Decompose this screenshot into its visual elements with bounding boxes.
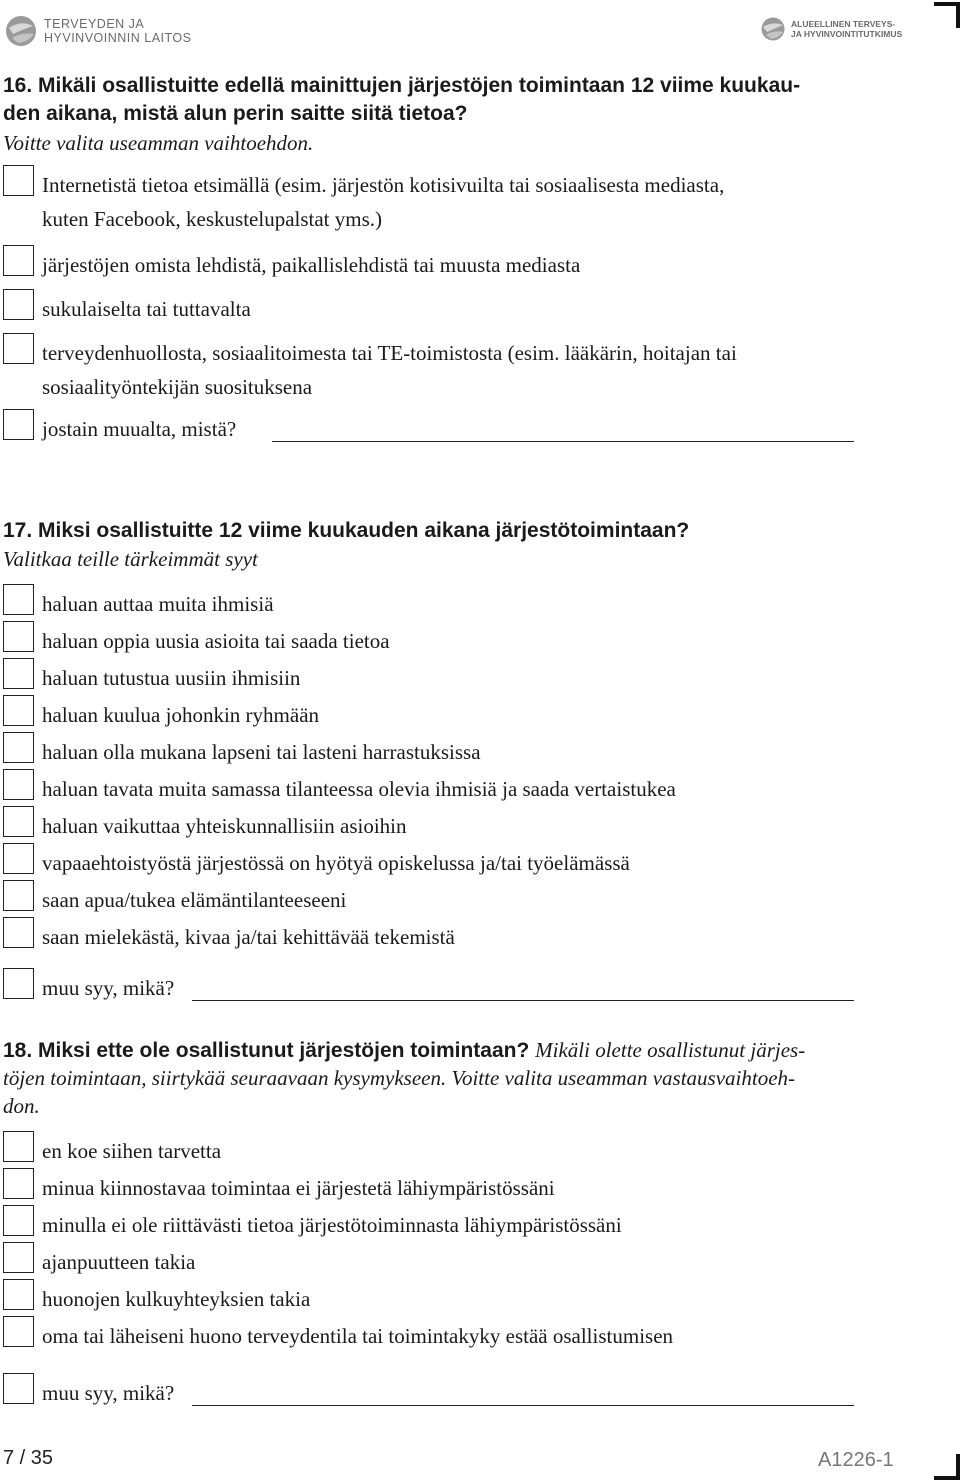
checkbox[interactable]	[3, 806, 34, 837]
q17-option-label: haluan oppia uusia asioita tai saada tietoa	[42, 629, 390, 653]
ath-logo-line2: JA HYVINVOINTITUTKIMUS	[791, 29, 903, 39]
thl-globe-icon	[4, 14, 38, 48]
q17-other-input-line[interactable]	[192, 1000, 854, 1001]
q17-option-label: saan apua/tukea elämäntilanteeseeni	[42, 888, 347, 912]
q17-instruction: Valitkaa teille tärkeimmät syyt	[3, 547, 258, 571]
checkbox[interactable]	[3, 621, 34, 652]
corner-mark-top-right-v	[956, 2, 960, 28]
q16-option-label-cont: sosiaalityöntekijän suosituksena	[42, 375, 313, 399]
q18-option-label: minua kiinnostavaa toimintaa ei järjestetä lähiympäristössäni	[42, 1176, 555, 1200]
checkbox[interactable]	[3, 1131, 34, 1162]
q16-title	[3, 72, 893, 128]
checkbox[interactable]	[3, 843, 34, 874]
q16-other-input-line[interactable]	[272, 441, 854, 442]
q18-option-label: minulla ei ole riittävästi tietoa järjestötoiminnasta lähiympäristössäni	[42, 1213, 622, 1237]
thl-logo	[4, 14, 192, 48]
q18-option-label: oma tai läheiseni huono terveydentila tai toimintakyky estää osallistumisen	[42, 1324, 674, 1348]
q18-instruction-line2: töjen toimintaan, siirtykää seuraavaan kysymykseen. Voitte valita useamman vastausvaihtoeh-	[3, 1066, 796, 1090]
q17-title: 17. Miksi osallistuitte 12 viime kuukauden aikana järjestötoimintaan?	[3, 519, 690, 542]
q18-option-label: huonojen kulkuyhteyksien takia	[42, 1287, 311, 1311]
checkbox[interactable]	[3, 289, 34, 320]
q16-option-label: järjestöjen omista lehdistä, paikallislehdistä tai muusta mediasta	[42, 253, 581, 277]
corner-mark-bottom-right-v	[956, 1454, 960, 1480]
thl-logo-line2: HYVINVOINNIN LAITOS	[44, 31, 192, 45]
thl-logo-line1: TERVEYDEN JA	[44, 17, 145, 31]
checkbox[interactable]	[3, 584, 34, 615]
checkbox[interactable]	[3, 1205, 34, 1236]
checkbox[interactable]	[3, 968, 34, 999]
q17-option-label: haluan tutustua uusiin ihmisiin	[42, 666, 301, 690]
q16-option-label-cont: kuten Facebook, keskustelupalstat yms.)	[42, 207, 383, 231]
q16-title-line2: den aikana, mistä alun perin saitte siitä tietoa?	[3, 102, 468, 125]
q17-option-label: muu syy, mikä?	[42, 976, 175, 1000]
checkbox[interactable]	[3, 917, 34, 948]
ath-logo-line1: ALUEELLINEN TERVEYS-	[791, 19, 896, 29]
q18-other-input-line[interactable]	[192, 1405, 854, 1406]
checkbox[interactable]	[3, 880, 34, 911]
q18-title-block	[3, 1036, 903, 1065]
form-code: A1226-1	[818, 1449, 894, 1471]
checkbox[interactable]	[3, 1316, 34, 1347]
q18-option-label: muu syy, mikä?	[42, 1381, 175, 1405]
checkbox[interactable]	[3, 1373, 34, 1404]
q16-instruction: Voitte valita useamman vaihtoehdon.	[3, 131, 314, 155]
q18-option-label: en koe siihen tarvetta	[42, 1139, 222, 1163]
checkbox[interactable]	[3, 333, 34, 364]
q17-option-label: haluan kuulua johonkin ryhmään	[42, 703, 320, 727]
q17-option-label: haluan tavata muita samassa tilanteessa olevia ihmisiä ja saada vertaistukea	[42, 777, 676, 801]
checkbox[interactable]	[3, 1242, 34, 1273]
q16-title-line1: 16. Mikäli osallistuitte edellä mainittujen järjestöjen toimintaan 12 viime kuukau-	[3, 74, 801, 97]
checkbox[interactable]	[3, 245, 34, 276]
ath-globe-icon	[760, 16, 786, 42]
q17-option-label: vapaaehtoistyöstä järjestössä on hyötyä opiskelussa ja/tai työelämässä	[42, 851, 630, 875]
q17-option-label: haluan olla mukana lapseni tai lasteni harrastuksissa	[42, 740, 481, 764]
q18-instruction-line3: don.	[3, 1094, 40, 1118]
q17-option-label: haluan auttaa muita ihmisiä	[42, 592, 274, 616]
q16-option-label: sukulaiselta tai tuttavalta	[42, 297, 251, 321]
q16-option-label: jostain muualta, mistä?	[42, 417, 237, 441]
checkbox[interactable]	[3, 732, 34, 763]
q17-option-label: haluan vaikuttaa yhteiskunnallisiin asioihin	[42, 814, 407, 838]
checkbox[interactable]	[3, 165, 34, 196]
page-number: 7 / 35	[3, 1447, 54, 1469]
q16-option-label: terveydenhuollosta, sosiaalitoimesta tai TE-toimistosta (esim. lääkärin, hoitajan tai	[42, 341, 737, 365]
q18-title: 18. Miksi ette ole osallistunut järjestöjen toimintaan?	[3, 1039, 530, 1062]
checkbox[interactable]	[3, 769, 34, 800]
q18-option-label: ajanpuutteen takia	[42, 1250, 196, 1274]
q17-option-label: saan mielekästä, kivaa ja/tai kehittävää tekemistä	[42, 925, 455, 949]
ath-logo	[760, 16, 902, 42]
checkbox[interactable]	[3, 409, 34, 440]
q18-instruction-line1: Mikäli olette osallistunut järjes-	[535, 1038, 806, 1062]
q16-option-label: Internetistä tietoa etsimällä (esim. järjestön kotisivuilta tai sosiaalisesta mediasta,	[42, 173, 725, 197]
checkbox[interactable]	[3, 695, 34, 726]
checkbox[interactable]	[3, 1279, 34, 1310]
checkbox[interactable]	[3, 658, 34, 689]
checkbox[interactable]	[3, 1168, 34, 1199]
